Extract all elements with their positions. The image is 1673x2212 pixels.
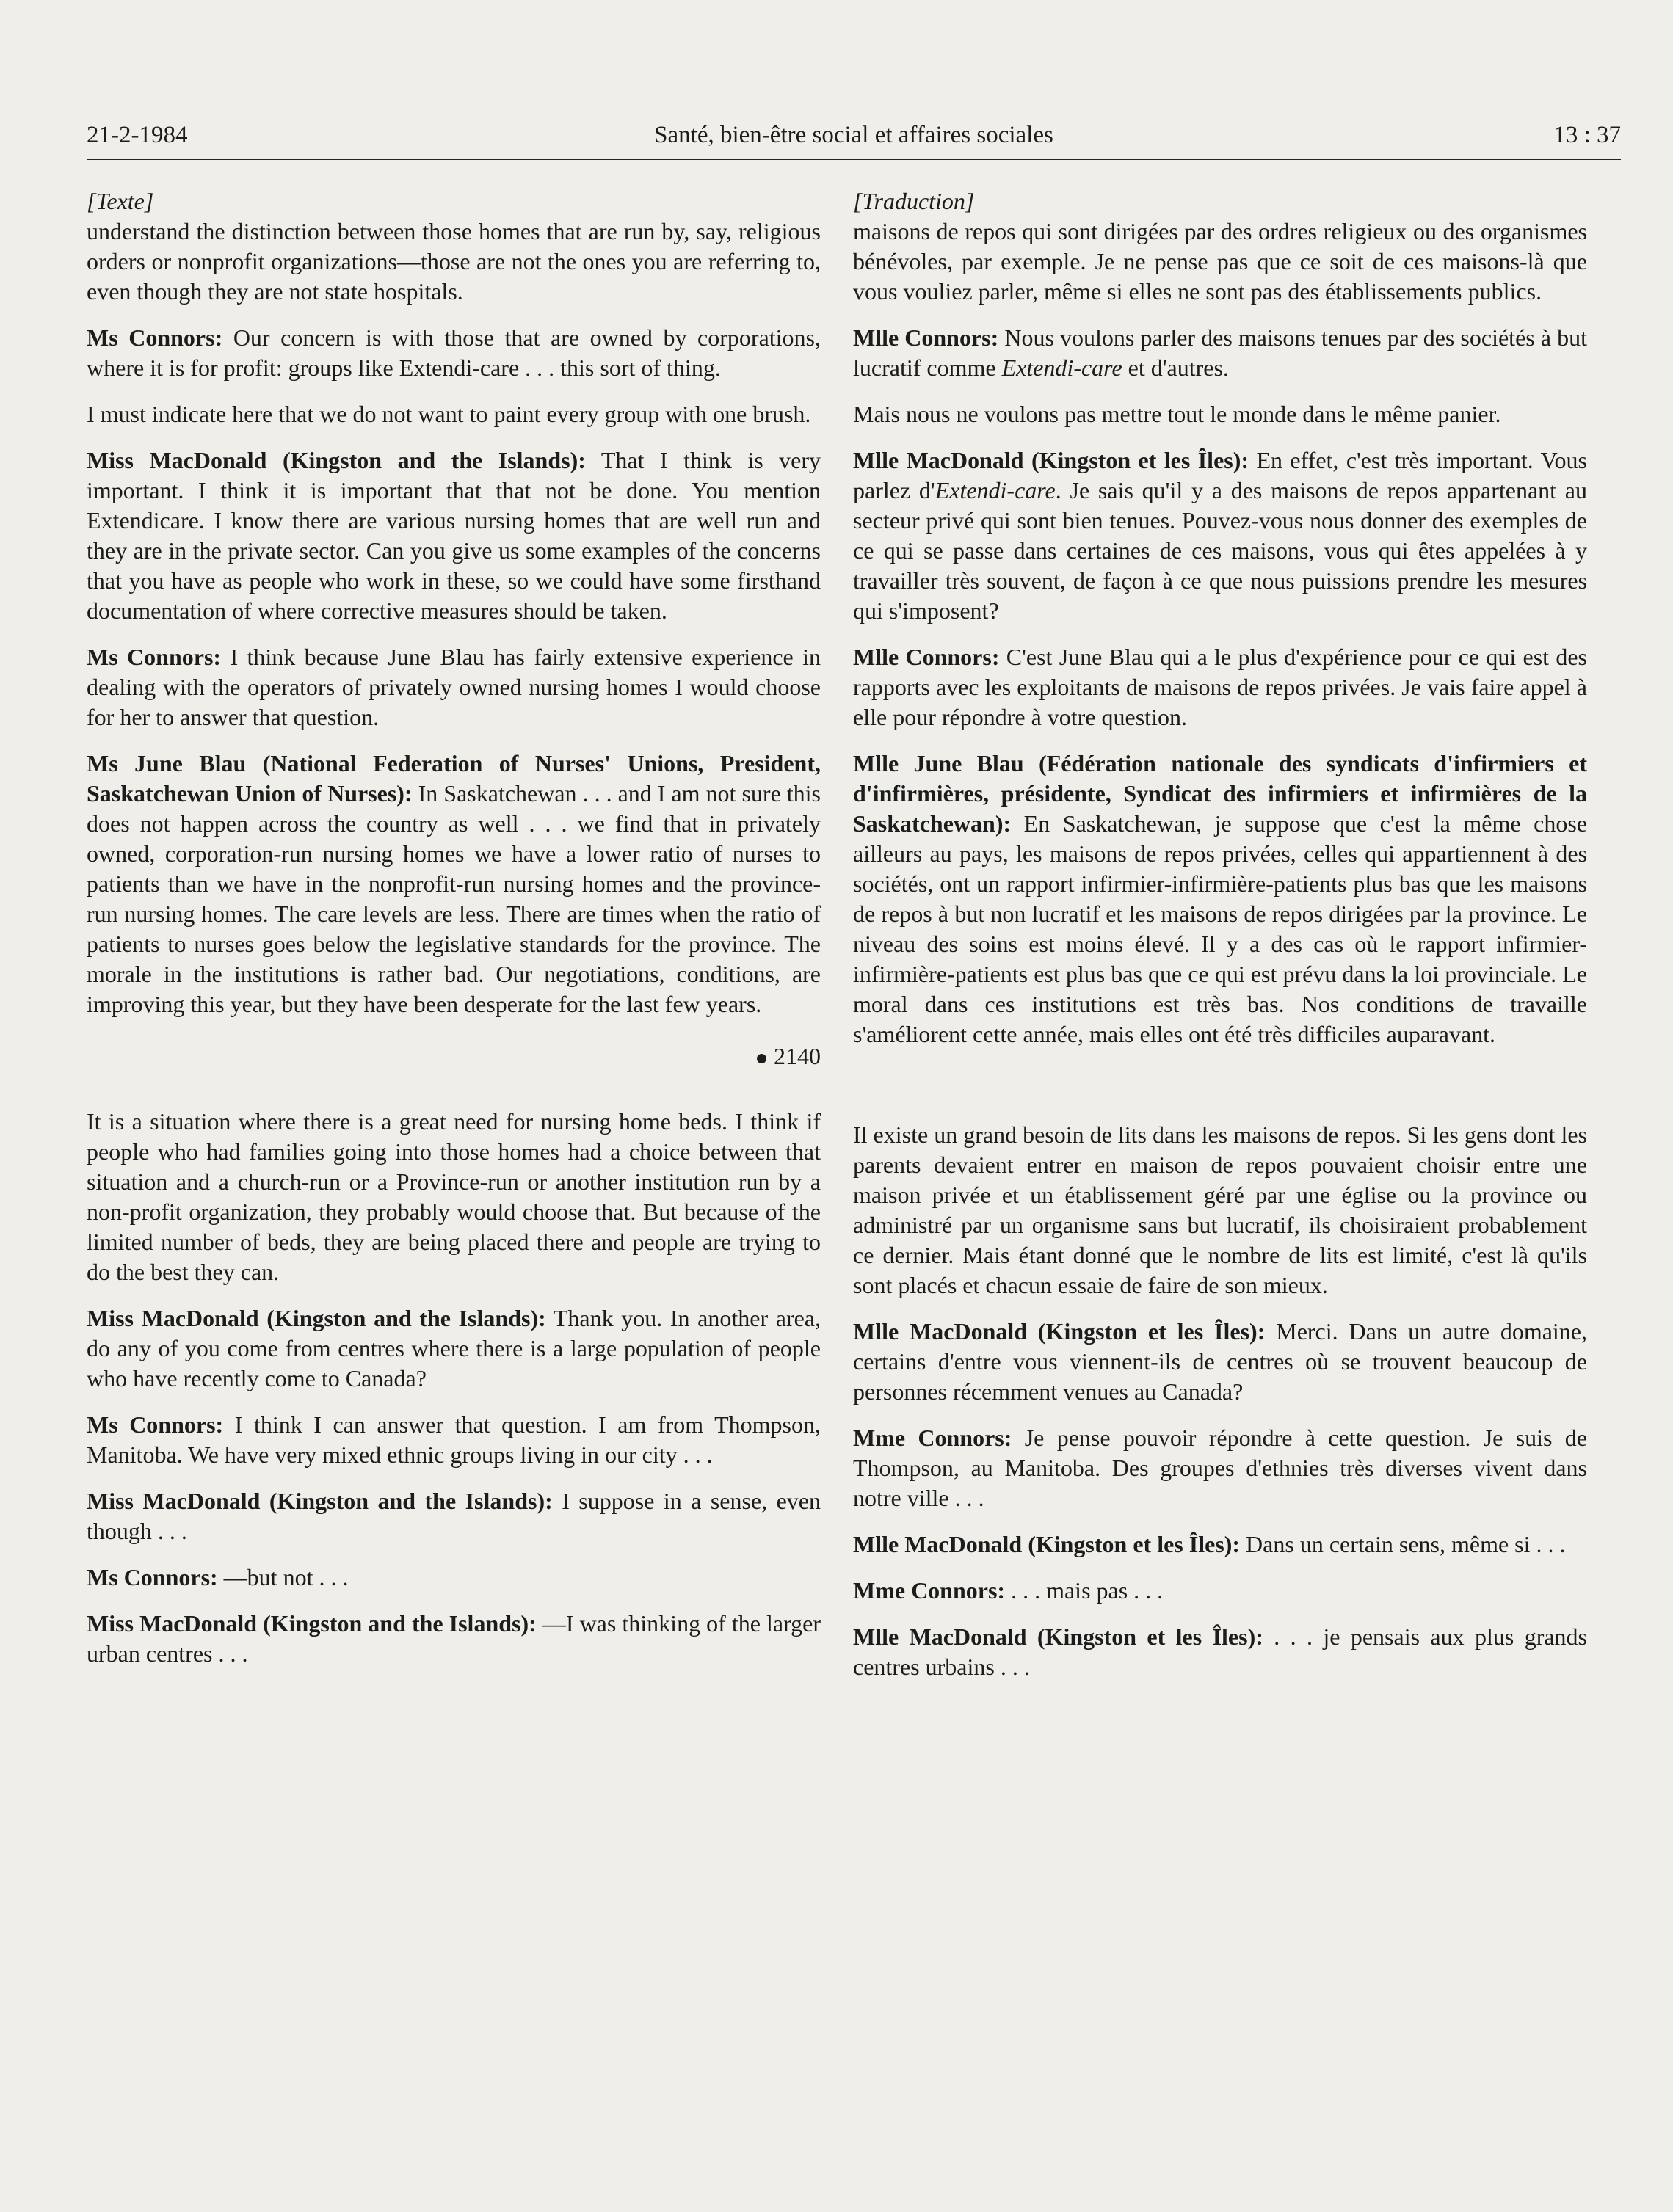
- speaker-name: Miss MacDonald (Kingston and the Islands):: [87, 1488, 553, 1514]
- paragraph: [87, 749, 821, 1019]
- speech-text: . . . mais pas . . .: [1005, 1577, 1164, 1604]
- paragraph: [87, 1410, 821, 1470]
- paragraph: [87, 1562, 821, 1593]
- french-column: [853, 186, 1587, 1698]
- paragraph: [87, 445, 821, 626]
- header-title: Santé, bien-être social et affaires sociales: [654, 122, 1053, 148]
- speaker-name: Mlle MacDonald (Kingston et les Îles):: [853, 1531, 1241, 1557]
- speech-text: That I think is very important. I think it is important that that not be done. You mention Extendicare. I know there are various nursing homes that are well run and they are in the private sector. Can you give us some examples of the concerns that you have as people who work in these, so we could have some firsthand documentation of where corrective measures should be taken.: [87, 447, 821, 624]
- speaker-name: Mlle Connors:: [853, 644, 1000, 670]
- speech-text: C'est June Blau qui a le plus d'expérience pour ce qui est des rapports avec les exploitants de maisons de repos privées. Je vais faire appel à elle pour répondre à votre question.: [853, 644, 1588, 730]
- speech-text: Thank you. In another area, do any of you come from centres where there is a large population of people who have recently come to Canada?: [87, 1305, 821, 1391]
- speech-text: I think I can answer that question. I am from Thompson, Manitoba. We have very mixed ethnic groups living in our city . . .: [87, 1411, 821, 1468]
- speaker-name: Ms Connors:: [87, 644, 222, 670]
- speech-text-italic: Extendi-care: [1001, 354, 1122, 381]
- speaker-name: Mlle June Blau (Fédération nationale des syndicats d'infirmiers et d'infirmières, présidente, Syndicat des infirmiers et infirmières de la Saskatchewan):: [853, 750, 1587, 837]
- paragraph: [853, 1317, 1587, 1407]
- paragraph: I must indicate here that we do not want to paint every group with one brush.: [87, 401, 811, 427]
- bullet-icon: [757, 1054, 766, 1063]
- speech-text: —but not . . .: [217, 1564, 349, 1590]
- speech-text: —I was thinking of the larger urban centres . . .: [87, 1610, 821, 1667]
- speech-text: . . . je pensais aux plus grands centres urbains . . .: [853, 1623, 1588, 1680]
- paragraph: understand the distinction between those homes that are run by, say, religious orders or nonprofit organizations—those are not the ones you are referring to, even though they are not state hospitals.: [87, 218, 821, 305]
- speech-text: et d'autres.: [1122, 354, 1229, 381]
- speaker-name: Mlle MacDonald (Kingston et les Îles):: [853, 1623, 1263, 1650]
- speech-text: Nous voulons parler des maisons tenues par des sociétés à but lucratif comme: [853, 324, 1588, 381]
- speaker-name: Ms Connors:: [87, 324, 223, 351]
- speaker-name: Mlle MacDonald (Kingston et les Îles):: [853, 447, 1249, 473]
- paragraph: [87, 1303, 821, 1394]
- paragraph: maisons de repos qui sont dirigées par des ordres religieux ou des organismes bénévoles, par exemple. Je ne pense pas que ce soit de ces maisons-là que vous vouliez parler, même si elles ne sont pas des établissements publics.: [853, 218, 1587, 305]
- paragraph: [853, 1576, 1587, 1606]
- header-page-number: 13 : 37: [1553, 122, 1621, 148]
- paragraph: [87, 323, 821, 383]
- speech-text: Je pense pouvoir répondre à cette question. Je suis de Thompson, au Manitoba. Des groupes d'ethnies très diverses vivent dans notre ville . . .: [853, 1425, 1588, 1511]
- speaker-name: Ms Connors:: [87, 1564, 218, 1590]
- speaker-name: Ms June Blau (National Federation of Nurses' Unions, President, Saskatchewan Union of Nurses):: [87, 750, 821, 807]
- speech-text: In Saskatchewan . . . and I am not sure this does not happen across the country as well . . . we find that in privately owned, corporation-run nursing homes we have a lower ratio of nurses to patients than we have in the nonprofit-run nursing homes and the province-run nursing homes. The care levels are less. There are times when the ratio of patients to nurses goes below the legislative standards for the province. The morale in the institutions is rather bad. Our negotiations, conditions, are improving this year, but they have been desperate for the last few years.: [87, 780, 821, 1017]
- english-column: [87, 186, 821, 1685]
- paragraph: Mais nous ne voulons pas mettre tout le monde dans le même panier.: [853, 401, 1501, 427]
- speech-text: I suppose in a sense, even though . . .: [87, 1488, 821, 1544]
- speaker-name: Mme Connors:: [853, 1577, 1006, 1604]
- speaker-name: Ms Connors:: [87, 1411, 224, 1438]
- text-tag: [Texte]: [87, 188, 154, 214]
- speech-text: Our concern is with those that are owned by corporations, where it is for profit: groups like Extendi-care . . . this sort of thing.: [87, 324, 821, 381]
- speech-text: En effet, c'est très important. Vous parlez d': [853, 447, 1588, 503]
- paragraph: [853, 1529, 1587, 1560]
- speaker-name: Mlle Connors:: [853, 324, 999, 351]
- time-stamp-value: 2140: [774, 1043, 821, 1069]
- time-stamp: [87, 1041, 821, 1072]
- paragraph: Il existe un grand besoin de lits dans les maisons de repos. Si les gens dont les parents devaient entrer en maison de repos pouvaient choisir entre une maison privée et un établissement géré par une église ou la province ou administré par un organisme sans but lucratif, ils choisiraient probablement ce dernier. Mais étant donné que le nombre de lits est limité, c'est là qu'ils sont placés et chacun essaie de faire de son mieux.: [853, 1121, 1587, 1298]
- speech-text-italic: Extendi-care: [935, 477, 1056, 503]
- paragraph: [853, 323, 1587, 383]
- speaker-name: Mme Connors:: [853, 1425, 1012, 1451]
- header-date: 21-2-1984: [87, 122, 188, 148]
- speaker-name: Mlle MacDonald (Kingston et les Îles):: [853, 1318, 1266, 1345]
- running-header: [87, 117, 1621, 160]
- speaker-name: Miss MacDonald (Kingston and the Islands):: [87, 1610, 537, 1637]
- speech-text: En Saskatchewan, je suppose que c'est la même chose ailleurs au pays, les maisons de repos privées, celles qui appartiennent à des sociétés, ont un rapport infirmier-infirmière-patients plus bas que les maisons de repos à but non lucratif et les maisons de repos dirigées par la province. Le niveau des soins est moins élevé. Il y a des cas où le rapport infirmier-infirmière-patients est plus bas que ce qui est prévu dans la loi provinciale. Le moral dans ces institutions est très bas. Nos conditions de travaille s'améliorent cette année, mais elles ont été très difficiles auparavant.: [853, 810, 1587, 1047]
- paragraph: [853, 1622, 1587, 1682]
- speaker-name: Miss MacDonald (Kingston and the Islands):: [87, 447, 586, 473]
- paragraph: [853, 749, 1587, 1049]
- paragraph: [87, 642, 821, 732]
- paragraph: [853, 1423, 1587, 1513]
- speech-text: Dans un certain sens, même si . . .: [1240, 1531, 1566, 1557]
- speaker-name: Miss MacDonald (Kingston and the Islands):: [87, 1305, 546, 1331]
- paragraph: [87, 1486, 821, 1546]
- speech-text: . Je sais qu'il y a des maisons de repos appartenant au secteur privé qui sont bien tenues. Pouvez-vous nous donner des exemples de ce qui se passe dans certaines de ces maisons, vous qui êtes appelées à y travailler très souvent, de façon à ce que nous puissions prendre les mesures qui s'imposent?: [853, 477, 1588, 624]
- speech-text: Merci. Dans un autre domaine, certains d'entre vous viennent-ils de centres où se trouvent beaucoup de personnes récemment venues au Canada?: [853, 1318, 1588, 1405]
- translation-tag: [Traduction]: [853, 188, 975, 214]
- paragraph: It is a situation where there is a great need for nursing home beds. I think if people who had families going into those homes had a choice between that situation and a church-run or a Province-run or another institution run by a non-profit organization, they probably would choose that. But because of the limited number of beds, they are being placed there and people are trying to do the best they can.: [87, 1108, 821, 1285]
- paragraph: [87, 1609, 821, 1669]
- speech-text: I think because June Blau has fairly extensive experience in dealing with the operators of privately owned nursing homes I would choose for her to answer that question.: [87, 644, 821, 730]
- paragraph: [853, 642, 1587, 732]
- paragraph: [853, 445, 1587, 626]
